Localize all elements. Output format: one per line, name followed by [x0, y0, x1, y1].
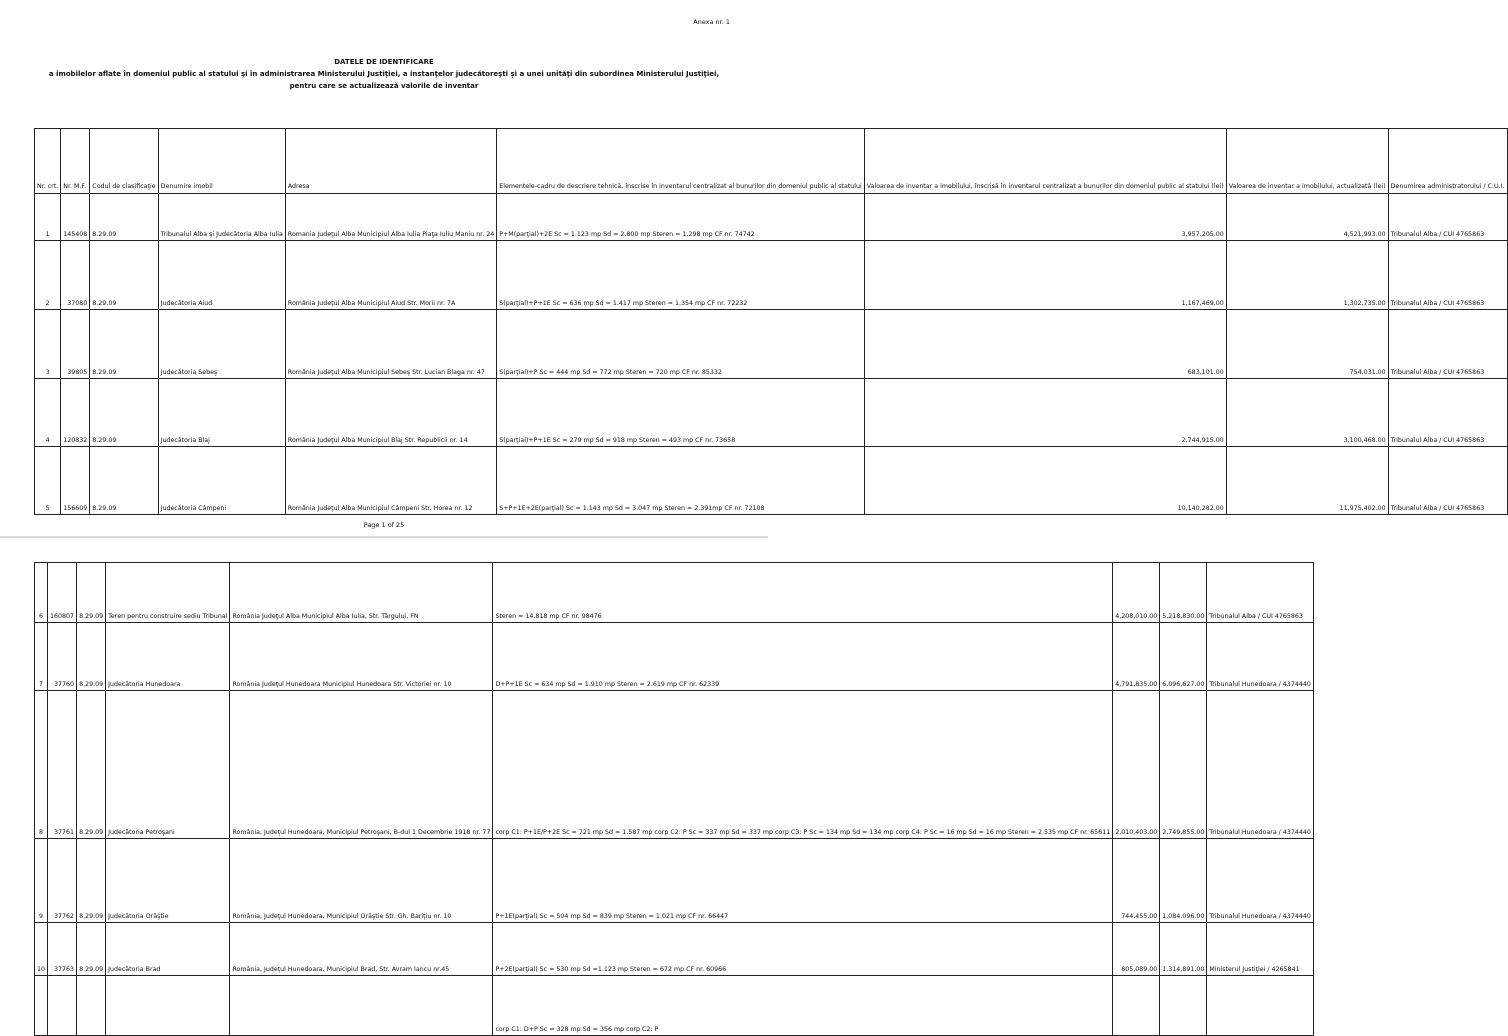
cell-cod: 8.29.09 [77, 923, 106, 976]
cell-denumire: Judecătoria Orăştie [106, 839, 230, 923]
cell-cod: 8.29.09 [90, 379, 158, 447]
cell-cod: 8.29.09 [90, 194, 158, 241]
cell-denumire: Judecătoria Sebeş [158, 310, 285, 379]
cell-nr: 6 [35, 563, 48, 623]
cell-denumire: Judecătoria Brad [106, 923, 230, 976]
cell-valoare-act: 1,314,891.00 [1160, 923, 1207, 976]
cell-administrator: Tribunalul Alba / CUI 4765863 [1388, 310, 1507, 379]
table-row [35, 447, 1508, 515]
cell-valoare-act: 754,031.00 [1226, 310, 1388, 379]
title-line-2: a imobilelor aflate în domeniul public al statului şi în administrarea Ministerului Justiţiei, a instanţelor judecătoreşti şi a unei unităţi din subordinea Ministerului Justiţiei, [48, 70, 720, 78]
cell-mf: 120832 [61, 379, 90, 447]
cell-denumire: Judecătoria Aiud [158, 241, 285, 310]
document-page-2 [0, 538, 1311, 1034]
table-row [35, 194, 1508, 241]
cell-elemente: P+M(parţial)+2E Sc = 1.123 mp Sd = 2.800 mp Steren = 1.298 mp CF nr. 74742 [497, 194, 865, 241]
cell-cod: 8.29.09 [77, 839, 106, 923]
cell-elemente: corp C1: D+P Sc = 328 mp Sd = 356 mp corp C2: P [493, 976, 1113, 1036]
cell-nr: 7 [35, 623, 48, 691]
title-line-3: pentru care se actualizează valorile de inventar [289, 82, 479, 90]
table-row [35, 923, 1314, 976]
cell-mf: 37760 [48, 623, 77, 691]
cell-cod: 8.29.09 [90, 241, 158, 310]
cell-nr: 4 [35, 379, 61, 447]
cell-valoare: 3,957,205.00 [864, 194, 1226, 241]
cell-elemente: S(parţial)+P Sc = 444 mp Sd = 772 mp Steren = 720 mp CF nr. 85332 [497, 310, 865, 379]
cell-valoare: 683,101.00 [864, 310, 1226, 379]
header-adresa: Adresa [285, 129, 496, 194]
header-denumire: Denumire imobil [158, 129, 285, 194]
table-row [35, 379, 1508, 447]
cell-valoare-act: 2,749,855.00 [1160, 691, 1207, 839]
cell-administrator: Ministerul Justiţiei / 4265841 [1207, 923, 1314, 976]
cell-adresa: România Judeţul Alba Municipiul Blaj Str. Republicii nr. 14 [285, 379, 496, 447]
cell-denumire [106, 976, 230, 1036]
cell-mf [48, 976, 77, 1036]
table-header-row [35, 129, 1508, 194]
cell-valoare-act: 11,975,402.00 [1226, 447, 1388, 515]
cell-adresa: România, Judeţul Hunedoara, Municipiul Petroşani, B-dul 1 Decembrie 1918 nr. 77 [230, 691, 493, 839]
cell-administrator: Tribunalul Alba / CUI 4765863 [1388, 241, 1507, 310]
cell-adresa: Romania Judeţul Alba Municipiul Alba Iulia Piaţa Iuliu Maniu nr. 24 [285, 194, 496, 241]
cell-cod [77, 976, 106, 1036]
cell-elemente: S(parţial)+P+1E Sc = 279 mp Sd = 918 mp Steren = 493 mp CF nr. 73658 [497, 379, 865, 447]
cell-mf: 39805 [61, 310, 90, 379]
table-body-page-2 [35, 563, 1314, 1036]
cell-adresa: România, Judeţul Hunedoara, Municipiul Brad, Str. Avram Iancu nr.45 [230, 923, 493, 976]
table-body-page-1 [35, 194, 1508, 515]
cell-valoare-act: 6,096,627.00 [1160, 623, 1207, 691]
cell-administrator: Tribunalul Hunedoara / 4374440 [1207, 691, 1314, 839]
cell-valoare: 744,455.00 [1113, 839, 1160, 923]
header-mf: Nr. M.F. [61, 129, 90, 194]
cell-denumire: Judecătoria Hunedoara [106, 623, 230, 691]
cell-nr: 8 [35, 691, 48, 839]
cell-nr: 5 [35, 447, 61, 515]
cell-administrator: Tribunalul Hunedoara / 4374440 [1207, 623, 1314, 691]
cell-administrator: Tribunalul Alba / CUI 4765863 [1388, 447, 1507, 515]
header-valoare-actualizata: Valoarea de inventar a imobilului, actualizată (lei) [1226, 129, 1388, 194]
cell-valoare: 10,140,282.00 [864, 447, 1226, 515]
table-row [35, 241, 1508, 310]
header-nr: Nr. crt. [35, 129, 61, 194]
cell-mf: 37762 [48, 839, 77, 923]
cell-mf: 145408 [61, 194, 90, 241]
inventory-table-page-2 [34, 562, 1314, 1036]
cell-administrator: Tribunalul Alba / CUI 4765863 [1388, 379, 1507, 447]
header-administrator: Denumirea administratorului / C.U.I. [1388, 129, 1507, 194]
page-footer: Page 1 of 25 [363, 521, 405, 529]
cell-denumire: Teren pentru construire sediu Tribunal [106, 563, 230, 623]
cell-adresa: România Judeţul Alba Municipiul Alba Iulia, Str. Târgului, FN [230, 563, 493, 623]
cell-administrator: Tribunalul Alba / CUI 4765863 [1388, 194, 1507, 241]
table-row [35, 623, 1314, 691]
cell-mf: 37080 [61, 241, 90, 310]
cell-nr: 2 [35, 241, 61, 310]
cell-adresa [230, 976, 493, 1036]
cell-denumire: Tribunalul Alba şi Judecătoria Alba Iulia [158, 194, 285, 241]
annex-label: Anexa nr. 1 [693, 18, 730, 26]
cell-denumire: Judecătoria Petroşani [106, 691, 230, 839]
cell-valoare: 4,791,835.00 [1113, 623, 1160, 691]
table-row [35, 563, 1314, 623]
cell-valoare [1113, 976, 1160, 1036]
cell-cod: 8.29.09 [77, 623, 106, 691]
cell-elemente: P+2E(parţial) Sc = 530 mp Sd =1.123 mp Steren = 672 mp CF nr. 60966 [493, 923, 1113, 976]
cell-adresa: România Judeţul Alba Municipiul Câmpeni Str. Horea nr. 12 [285, 447, 496, 515]
cell-adresa: România, Judeţul Hunedoara, Municipiul Orăştie Str. Gh. Bariţiu nr. 10 [230, 839, 493, 923]
cell-denumire: Judecătoria Câmpeni [158, 447, 285, 515]
inventory-table-page-1 [34, 128, 1508, 515]
cell-denumire: Judecătoria Blaj [158, 379, 285, 447]
cell-administrator: Tribunalul Alba / CUI 4765863 [1207, 563, 1314, 623]
cell-valoare: 1,167,469.00 [864, 241, 1226, 310]
cell-mf: 156609 [61, 447, 90, 515]
cell-valoare-act: 4,521,993.00 [1226, 194, 1388, 241]
cell-nr: 3 [35, 310, 61, 379]
cell-mf: 37761 [48, 691, 77, 839]
table-row [35, 310, 1508, 379]
table-row [35, 839, 1314, 923]
cell-nr: 9 [35, 839, 48, 923]
cell-elemente: corp C1: P+1E/P+2E Sc = 721 mp Sd = 1.587 mp corp C2: P Sc = 337 mp Sd = 337 mp corp C3: P Sc = 134 mp Sd = 134 mp corp C4: P Sc = 16 mp Sd = 16 mp Steren = 2.535 mp CF nr. 65611 [493, 691, 1113, 839]
cell-elemente: P+1E(parţial) Sc = 504 mp Sd = 839 mp Steren = 1.021 mp CF nr. 66447 [493, 839, 1113, 923]
cell-cod: 8.29.09 [90, 310, 158, 379]
cell-valoare-act [1160, 976, 1207, 1036]
cell-cod: 8.29.09 [77, 563, 106, 623]
header-cod: Codul de clasificaţie [90, 129, 158, 194]
cell-nr: 10 [35, 923, 48, 976]
table-row [35, 976, 1314, 1036]
cell-adresa: România Judeţul Alba Municipiul Sebeş Str. Lucian Blaga nr. 47 [285, 310, 496, 379]
table-row [35, 691, 1314, 839]
cell-valoare: 2,744,915.00 [864, 379, 1226, 447]
cell-administrator: Tribunalul Hunedoara / 4374440 [1207, 839, 1314, 923]
cell-valoare-act: 1,084,096.00 [1160, 839, 1207, 923]
title-line-1: DATELE DE IDENTIFICARE [334, 58, 434, 66]
cell-adresa: România Judeţul Hunedoara Municipiul Hunedoara Str. Victoriei nr. 10 [230, 623, 493, 691]
cell-elemente: D+P+1E Sc = 634 mp Sd = 1.910 mp Steren = 2.619 mp CF nr. 62339 [493, 623, 1113, 691]
cell-cod: 8.29.09 [77, 691, 106, 839]
cell-valoare: 805,089.00 [1113, 923, 1160, 976]
cell-elemente: S+P+1E+2E(parţial) Sc = 1.143 mp Sd = 3.047 mp Steren = 2.391mp CF nr. 72108 [497, 447, 865, 515]
header-elemente: Elementele-cadru de descriere tehnică, înscrise în inventarul centralizat al bunurilor din domeniul public al statului [497, 129, 865, 194]
cell-valoare: 2,010,403.00 [1113, 691, 1160, 839]
cell-valoare-act: 5,218,830.00 [1160, 563, 1207, 623]
cell-nr: 1 [35, 194, 61, 241]
cell-elemente: Steren = 14.818 mp CF nr. 98476 [493, 563, 1113, 623]
cell-adresa: România Judeţul Alba Municipiul Aiud Str. Morii nr. 7A [285, 241, 496, 310]
cell-mf: 37763 [48, 923, 77, 976]
cell-mf: 160807 [48, 563, 77, 623]
cell-valoare-act: 3,100,468.00 [1226, 379, 1388, 447]
header-valoare: Valoarea de inventar a imobilului, înscrisă în inventarul centralizat a bunurilor din domeniul public al statului (lei) [864, 129, 1226, 194]
cell-cod: 8.29.09 [90, 447, 158, 515]
cell-valoare-act: 1,302,735.00 [1226, 241, 1388, 310]
cell-administrator [1207, 976, 1314, 1036]
cell-valoare: 4,208,010.00 [1113, 563, 1160, 623]
cell-elemente: S(parţial)+P+1E Sc = 636 mp Sd = 1.417 mp Steren = 1.354 mp CF nr. 72232 [497, 241, 865, 310]
cell-nr [35, 976, 48, 1036]
document-title [0, 56, 768, 92]
